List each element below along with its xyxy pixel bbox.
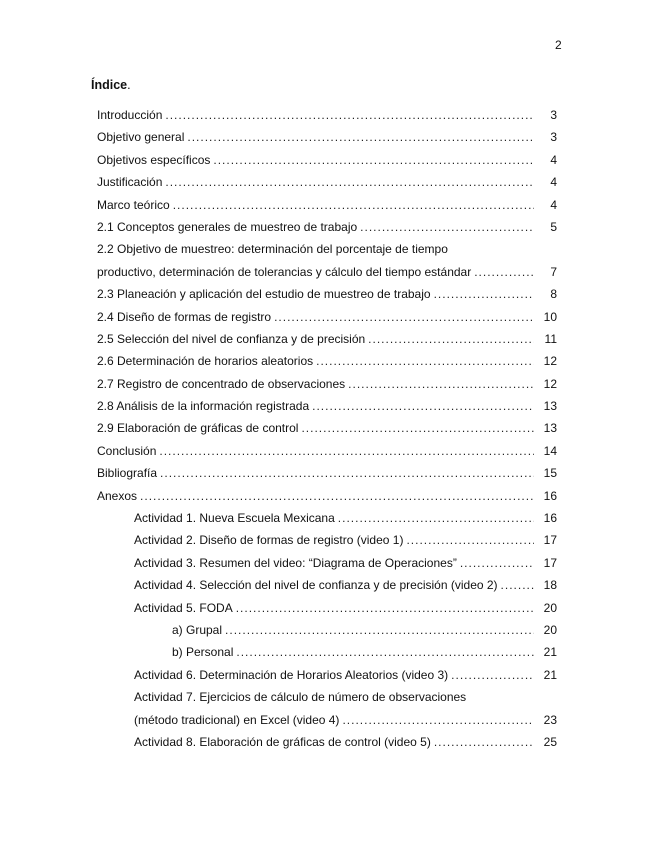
toc-label: 2.2 Objetivo de muestreo: determinación del porcentaje de tiempo	[97, 242, 448, 257]
dot-leader	[160, 462, 534, 484]
toc-entry-marco-teorico[interactable]	[97, 194, 557, 216]
toc-label: (método tradicional) en Excel (video 4)	[134, 712, 340, 727]
toc-label: Objetivos específicos	[97, 152, 211, 167]
toc-entry-anexos[interactable]	[97, 485, 557, 507]
toc-page: 23	[543, 712, 557, 727]
toc-entry-actividad-5-personal[interactable]	[97, 641, 557, 663]
toc-entry-actividad-2[interactable]	[97, 529, 557, 551]
dot-leader	[338, 507, 534, 529]
toc-label: Justificación	[97, 175, 163, 190]
toc-label: 2.8 Análisis de la información registrada	[97, 399, 310, 414]
dot-leader	[213, 149, 534, 171]
toc-entry-2-7[interactable]	[97, 373, 557, 395]
toc-label: Actividad 2. Diseño de formas de registro (video 1)	[134, 533, 404, 548]
toc-page: 16	[543, 511, 557, 526]
toc-page: 13	[543, 421, 557, 436]
index-title-period: .	[127, 78, 131, 92]
dot-leader	[460, 552, 534, 574]
toc-page: 20	[543, 622, 557, 637]
toc-label: Actividad 5. FODA	[134, 600, 233, 615]
table-of-contents	[97, 104, 557, 753]
toc-label: Actividad 3. Resumen del video: “Diagrama de Operaciones”	[134, 555, 457, 570]
toc-entry-objetivo-general[interactable]	[97, 126, 557, 148]
toc-entry-actividad-5[interactable]	[97, 597, 557, 619]
toc-page: 21	[543, 667, 557, 682]
dot-leader	[451, 664, 534, 686]
dot-leader	[165, 104, 534, 126]
toc-entry-objetivos-especificos[interactable]	[97, 149, 557, 171]
toc-label: Actividad 1. Nueva Escuela Mexicana	[134, 511, 335, 526]
toc-entry-actividad-1[interactable]	[97, 507, 557, 529]
toc-label: Actividad 8. Elaboración de gráficas de control (video 5)	[134, 734, 431, 749]
toc-label: a) Grupal	[172, 622, 223, 637]
dot-leader	[434, 731, 534, 753]
toc-page: 3	[550, 108, 557, 122]
toc-label: 2.4 Diseño de formas de registro	[97, 309, 272, 324]
toc-page: 4	[550, 175, 557, 190]
toc-label: Anexos	[97, 488, 138, 503]
toc-page: 17	[543, 555, 557, 570]
dot-leader	[312, 395, 534, 417]
toc-page: 18	[543, 578, 557, 593]
dot-leader	[406, 529, 534, 551]
toc-entry-2-2-line2[interactable]	[97, 261, 557, 283]
dot-leader	[274, 306, 534, 328]
dot-leader	[348, 373, 534, 395]
toc-entry-2-2-line1[interactable]	[97, 238, 557, 260]
dot-leader	[140, 485, 534, 507]
dot-leader	[165, 171, 534, 193]
dot-leader	[301, 417, 534, 439]
toc-label: Introducción	[97, 108, 163, 122]
toc-label: Objetivo general	[97, 130, 185, 145]
toc-page: 21	[543, 645, 557, 660]
dot-leader	[501, 574, 534, 596]
toc-label: Conclusión	[97, 443, 157, 458]
toc-page: 14	[543, 443, 557, 458]
toc-entry-actividad-4[interactable]	[97, 574, 557, 596]
toc-label: Bibliografía	[97, 466, 158, 481]
toc-page: 4	[550, 197, 557, 212]
toc-label: 2.3 Planeación y aplicación del estudio de muestreo de trabajo	[97, 287, 431, 302]
toc-label: 2.9 Elaboración de gráficas de control	[97, 421, 299, 436]
toc-label: b) Personal	[172, 645, 234, 660]
toc-page: 13	[543, 399, 557, 414]
toc-page: 10	[543, 309, 557, 324]
toc-entry-2-9[interactable]	[97, 417, 557, 439]
toc-entry-bibliografia[interactable]	[97, 462, 557, 484]
toc-page: 7	[550, 264, 557, 279]
toc-page: 12	[543, 376, 557, 391]
toc-label: Marco teórico	[97, 197, 170, 212]
toc-page: 12	[543, 354, 557, 369]
toc-label: Actividad 4. Selección del nivel de confianza y de precisión (video 2)	[134, 578, 498, 593]
dot-leader	[225, 619, 534, 641]
toc-entry-actividad-5-grupal[interactable]	[97, 619, 557, 641]
dot-leader	[342, 709, 534, 731]
toc-entry-2-3[interactable]	[97, 283, 557, 305]
toc-page: 20	[543, 600, 557, 615]
dot-leader	[236, 597, 534, 619]
toc-page: 17	[543, 533, 557, 548]
toc-entry-2-4[interactable]	[97, 306, 557, 328]
toc-entry-actividad-7-line2[interactable]	[97, 709, 557, 731]
toc-label: 2.7 Registro de concentrado de observaciones	[97, 376, 346, 391]
toc-entry-2-8[interactable]	[97, 395, 557, 417]
dot-leader	[368, 328, 534, 350]
dot-leader	[360, 216, 534, 238]
toc-page: 8	[550, 287, 557, 302]
toc-label: productivo, determinación de tolerancias y cálculo del tiempo estándar	[97, 264, 472, 279]
toc-page: 15	[543, 466, 557, 481]
toc-entry-justificacion[interactable]	[97, 171, 557, 193]
dot-leader	[187, 126, 534, 148]
dot-leader	[474, 261, 534, 283]
dot-leader	[173, 194, 534, 216]
toc-page: 4	[550, 152, 557, 167]
index-title	[91, 78, 131, 92]
toc-label: 2.5 Selección del nivel de confianza y de precisión	[97, 331, 366, 346]
toc-page: 25	[543, 734, 557, 749]
toc-entry-actividad-6[interactable]	[97, 664, 557, 686]
index-title-text: Índice	[91, 78, 128, 92]
toc-page: 16	[543, 488, 557, 503]
dot-leader	[316, 350, 534, 372]
toc-entry-2-1[interactable]	[97, 216, 557, 238]
dot-leader	[434, 283, 534, 305]
toc-entry-conclusion[interactable]	[97, 440, 557, 462]
page-number: 2	[555, 38, 562, 52]
toc-page: 3	[550, 130, 557, 145]
toc-entry-actividad-3[interactable]	[97, 552, 557, 574]
toc-page: 11	[544, 331, 557, 346]
toc-page: 5	[550, 219, 557, 234]
dot-leader	[236, 641, 534, 663]
toc-entry-2-6[interactable]	[97, 350, 557, 372]
toc-entry-actividad-8[interactable]	[97, 731, 557, 753]
dot-leader	[159, 440, 534, 462]
toc-entry-2-5[interactable]	[97, 328, 557, 350]
toc-label: 2.1 Conceptos generales de muestreo de trabajo	[97, 219, 358, 234]
toc-label: Actividad 6. Determinación de Horarios Aleatorios (video 3)	[134, 667, 449, 682]
toc-entry-actividad-7-line1[interactable]	[97, 686, 557, 708]
toc-label: 2.6 Determinación de horarios aleatorios	[97, 354, 314, 369]
toc-label: Actividad 7. Ejercicios de cálculo de número de observaciones	[134, 690, 467, 705]
toc-entry-introduccion[interactable]	[97, 104, 557, 126]
